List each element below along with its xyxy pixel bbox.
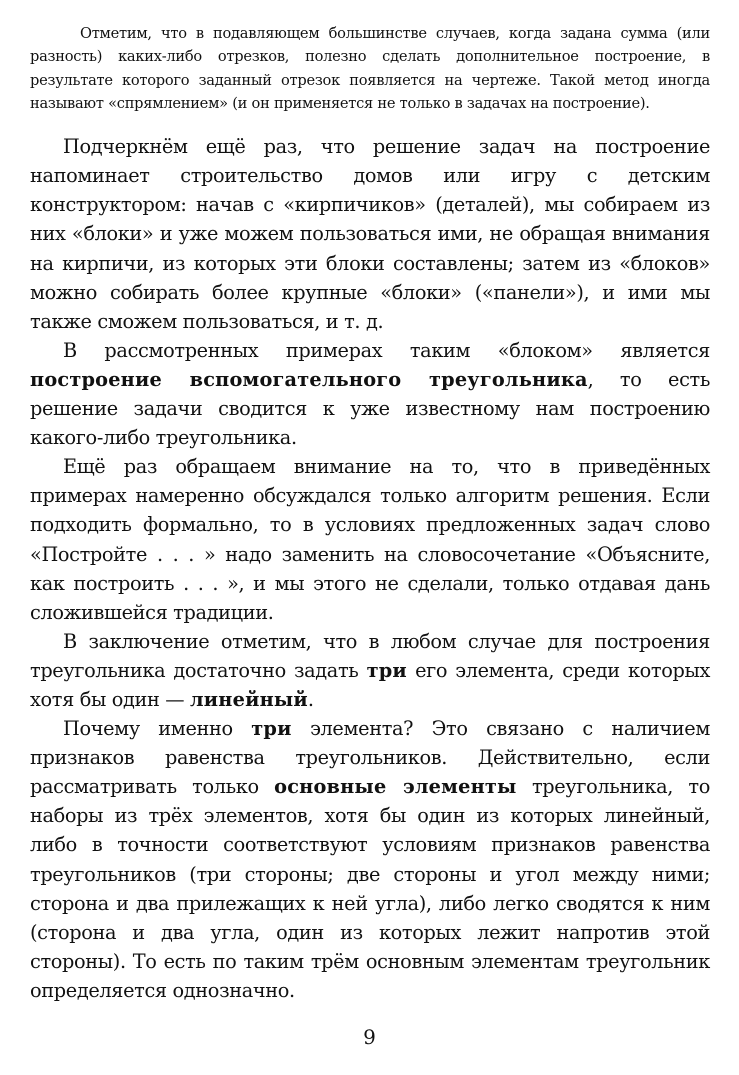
paragraph-5-middle: элемента? Это связано с наличием признаков равенства треугольников. Действительно, если рассматривать только [30, 717, 710, 799]
paragraph-5 [30, 714, 710, 1005]
paragraph-4-bold-2: линейный [190, 687, 308, 711]
paragraph-4 [30, 627, 710, 714]
paragraph-2 [30, 336, 710, 452]
paragraph-2-after: , то есть решение задачи сводится к уже известному нам построению какого-либо треугольника. [30, 367, 710, 450]
paragraph-4-bold-1: три [366, 658, 407, 682]
paragraph-2-bold: построение вспомогательного треугольника [30, 367, 588, 391]
paragraph-5-after: треугольника, то наборы из трёх элементов, хотя бы один из которых линейный, либо в точности соответствуют условиям признаков равенства треугольников (три стороны; две стороны и угол между ними; сторона и два прилежащих к ней угла), либо легко сводятся к ним (сторона и два угла, один из которых лежит напротив этой стороны). То есть по таким трём основным элементам треугольник определяется однозначно. [30, 775, 710, 1002]
page-content [30, 22, 710, 1005]
paragraph-4-after: . [307, 687, 314, 711]
paragraph-4-before: В заключение отметим, что в любом случае для построения треугольника достаточно задать [30, 629, 710, 682]
paragraph-5-bold-1: три [251, 717, 292, 741]
paragraph-4-middle: его элемента, среди которых хотя бы один — [30, 658, 710, 711]
page-number: 9 [363, 1025, 376, 1049]
note-paragraph: Отметим, что в подавляющем большинстве случаев, когда задана сумма (или разность) каких-либо отрезков, полезно сделать дополнительное построение, в результате которого заданный отрезок появляется на чертеже. Такой метод иногда называют «спрямлением» (и он применяется не только в задачах на построение). [30, 25, 710, 112]
paragraph-5-before: Почему именно [63, 717, 252, 741]
paragraph-3: Ещё раз обращаем внимание на то, что в приведённых примерах намеренно обсуждался только алгоритм решения. Если подходить формально, то в условиях предложенных задач слово «Постройте . . . » надо заменить на словосочетание «Объясните, как построить . . . », и мы этого не сделали, только отдавая дань сложившейся традиции. [30, 455, 710, 624]
paragraph-1: Подчеркнём ещё раз, что решение задач на построение напоминает строительство домов или игру с детским конструктором: начав с «кирпичиков» (деталей), мы собираем из них «блоки» и уже можем пользоваться ими, не обращая внимания на кирпичи, из которых эти блоки составлены; затем из «блоков» можно собирать более крупные «блоки» («панели»), и ими мы также сможем пользоваться, и т. д. [30, 135, 710, 333]
paragraph-2-before: В рассмотренных примерах таким «блоком» является [63, 338, 710, 362]
paragraph-5-bold-2: основные элементы [274, 775, 517, 799]
